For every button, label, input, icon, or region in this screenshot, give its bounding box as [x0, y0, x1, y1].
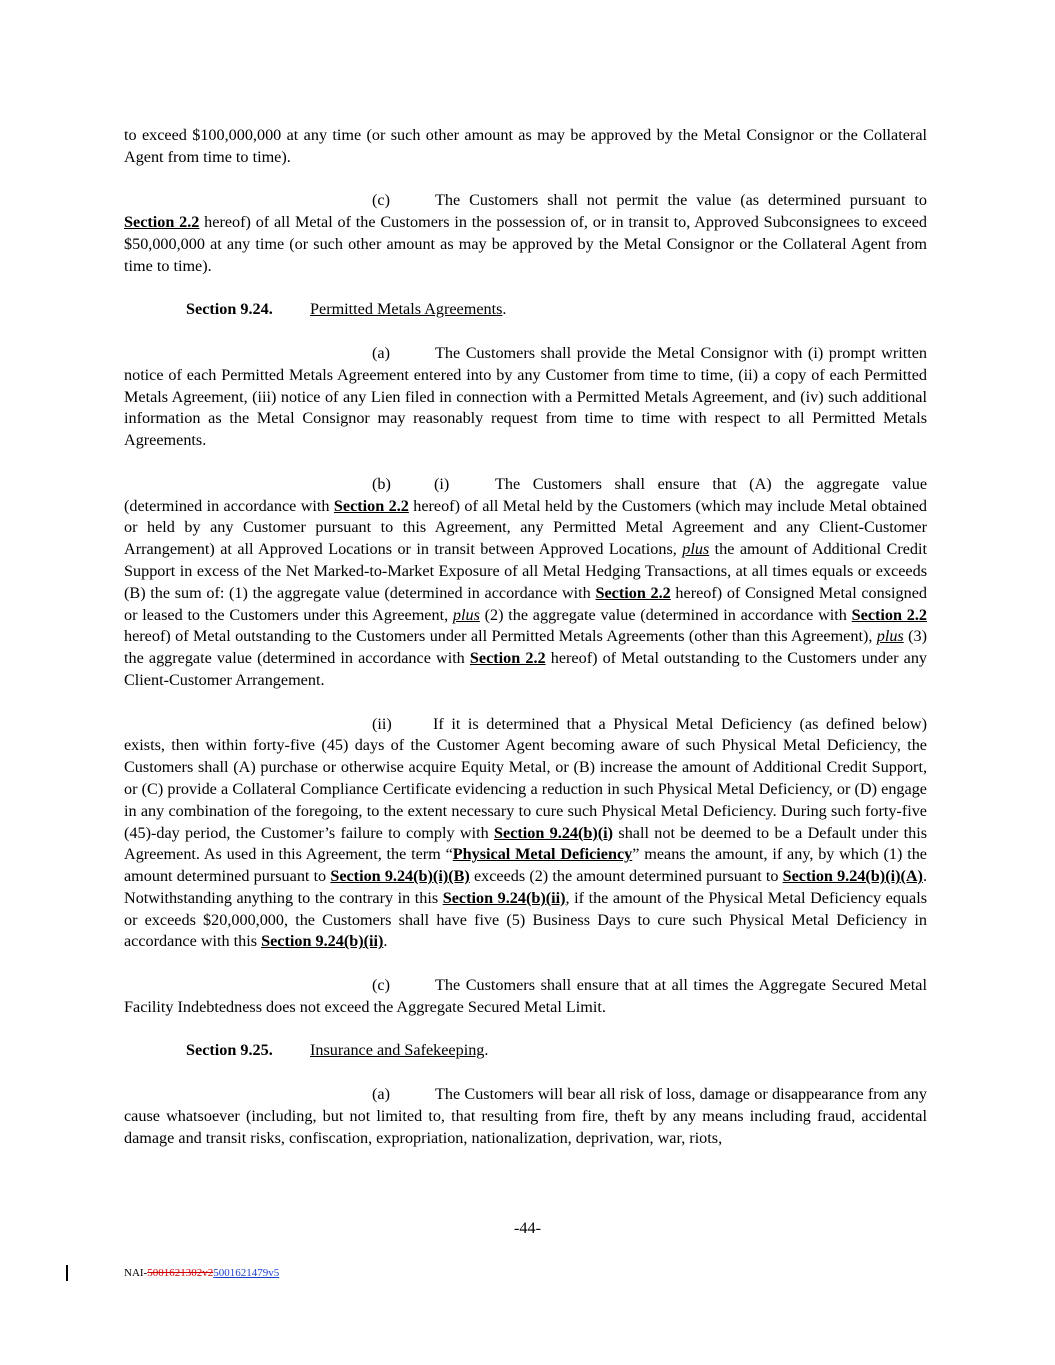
section-title: Permitted Metals Agreements [310, 300, 503, 319]
section-reference: Section 9.24(b)(i)(A) [782, 867, 923, 886]
section-reference: Section 2.2 [333, 496, 409, 515]
page-number: -44- [514, 1219, 541, 1237]
paragraph-continuation: to exceed $100,000,000 at any time (or such other amount as may be approved by the Metal Consignor or the Collateral Agent from time to time). [124, 126, 927, 166]
subclause-number: (i) [434, 474, 450, 493]
footer-inserted-id: 5001621479v5 [213, 1267, 280, 1279]
clause-number: (c) [372, 191, 390, 210]
document-body [124, 125, 927, 1149]
section-reference: Section 9.24(b)(ii) [442, 888, 566, 907]
clause-number: (a) [372, 1085, 390, 1104]
document-footer-id [124, 1267, 279, 1279]
clause-number: (b) [372, 474, 391, 493]
clause-number: (c) [372, 976, 390, 995]
clause-number: (a) [372, 343, 390, 362]
paragraph-9-23-c: (c) The Customers shall not permit the value (as determined pursuant to Section 2.2 hereof) of all Metal of the Customers in the possession of, or in transit to, Approved Subconsignees to exceed $50,000,000 at any time (or such other amount as may be approved by the Metal Consignor or the Collateral Agent from time to time). [124, 191, 928, 275]
footer-deleted-id: 5001621302v2 [147, 1267, 214, 1279]
plus-term: plus [682, 540, 710, 559]
section-reference: Section 2.2 [851, 605, 928, 624]
section-heading-9-24: Section 9.24. Permitted Metals Agreements. [124, 299, 927, 321]
plus-term: plus [876, 627, 904, 646]
subclause-number: (ii) [372, 714, 392, 733]
section-title: Insurance and Safekeeping [310, 1041, 485, 1060]
defined-term: Physical Metal Deficiency [452, 845, 633, 864]
paragraph-9-24-b-ii: (ii) If it is determined that a Physical Metal Deficiency (as defined below) exists, then within forty-five (45) days of the Customer Agent becoming aware of such Physical Metal Deficiency, the Customers shall (A) purchase or otherwise acquire Equity Metal, or (B) increase the amount of Additional Credit Support, or (C) provide a Collateral Compliance Certificate evidencing a reduction in such Physical Metal Deficiency, or (D) engage in any combination of the foregoing, to the extent necessary to cure such Physical Metal Deficiency. During such forty-five (45)-day period, the Customer’s failure to comply with Section 9.24(b)(i) shall not be deemed to be a Default under this Agreement. As used in this Agreement, the term “Physical Metal Deficiency” means the amount, if any, by which (1) the amount determined pursuant to Section 9.24(b)(i)(B) exceeds (2) the amount determined pursuant to Section 9.24(b)(i)(A). Notwithstanding anything to the contrary in this Section 9.24(b)(ii), if the amount of the Physical Metal Deficiency equals or exceeds $20,000,000, the Customers shall have five (5) Business Days to cure such Physical Metal Deficiency in accordance with this Section 9.24(b)(ii). [124, 714, 928, 951]
paragraph-9-24-c: (c) The Customers shall ensure that at all times the Aggregate Secured Metal Facility Indebtedness does not exceed the Aggregate Secured Metal Limit. [124, 976, 927, 1016]
paragraph-9-25-a: (a) The Customers will bear all risk of loss, damage or disappearance from any cause whatsoever (including, but not limited to, that resulting from fire, theft by any means including fraud, accidental damage and transit risks, confiscation, expropriation, nationalization, deprivation, war, riots, [124, 1085, 927, 1147]
section-reference: Section 9.24(b)(i) [494, 823, 614, 842]
paragraph-9-24-a: (a) The Customers shall provide the Metal Consignor with (i) prompt written notice of each Permitted Metals Agreement entered into by any Customer from time to time, (ii) a copy of each Permitted Metals Agreement, (iii) notice of any Lien filed in connection with a Permitted Metals Agreement, and (iv) such additional information as the Metal Consignor may reasonably request from time to time with respect to all Permitted Metals Agreements. [124, 343, 927, 450]
revision-change-bar [66, 1265, 68, 1281]
section-reference: Section 9.24(b)(ii) [261, 932, 384, 951]
section-reference: Section 2.2 [469, 649, 546, 668]
section-reference: Section 2.2 [124, 213, 200, 232]
plus-term: plus [452, 605, 480, 624]
section-reference: Section 9.24(b)(i)(B) [330, 867, 470, 886]
footer-prefix: NAI- [124, 1267, 148, 1279]
section-label: Section 9.25. [186, 1041, 273, 1060]
section-reference: Section 2.2 [595, 583, 671, 602]
section-label: Section 9.24. [186, 300, 273, 319]
paragraph-9-24-b-i: (b) (i) The Customers shall ensure that (A) the aggregate value (determined in accordance with Section 2.2 hereof) of all Metal held by the Customers (which may include Metal obtained or held by any Customer pursuant to this Agreement, any Permitted Metal Agreement and any Client-Customer Arrangement) at all Approved Locations or in transit between Approved Locations, plus the amount of Additional Credit Support in excess of the Net Marked-to-Market Exposure of all Metal Hedging Transactions, at all times equals or exceeds (B) the sum of: (1) the aggregate value (determined in accordance with Section 2.2 hereof) of Consigned Metal consigned or leased to the Customers under this Agreement, plus (2) the aggregate value (determined in accordance with Section 2.2 hereof) of Metal outstanding to the Customers under all Permitted Metals Agreements (other than this Agreement), plus (3) the aggregate value (determined in accordance with Section 2.2 hereof) of Metal outstanding to the Customers under any Client-Customer Arrangement. [124, 474, 928, 689]
section-heading-9-25: Section 9.25. Insurance and Safekeeping. [124, 1040, 927, 1062]
